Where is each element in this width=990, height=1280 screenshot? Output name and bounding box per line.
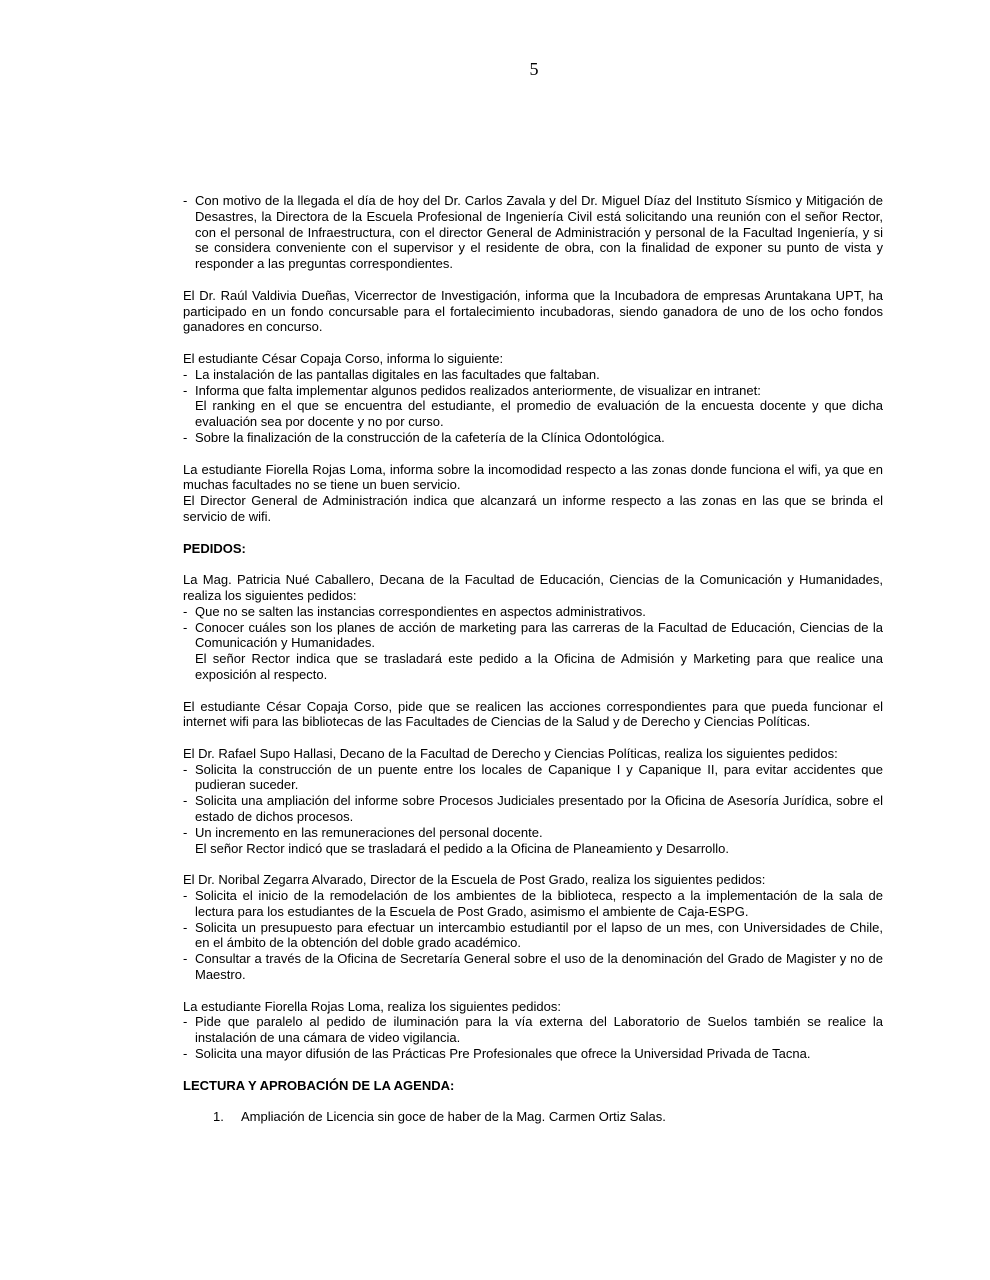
paragraph: La Mag. Patricia Nué Caballero, Decana de la Facultad de Educación, Ciencias de la Comunicación y Humanidades, realiza los siguientes pedidos: [183, 572, 883, 603]
list-item [183, 951, 883, 983]
agenda-item-text: Ampliación de Licencia sin goce de haber de la Mag. Carmen Ortiz Salas. [241, 1109, 666, 1125]
agenda-item-number: 1. [213, 1109, 224, 1125]
document-body [183, 193, 883, 1125]
list-item [183, 193, 883, 272]
paragraph: El Dr. Rafael Supo Hallasi, Decano de la Facultad de Derecho y Ciencias Políticas, realiza los siguientes pedidos: [183, 745, 838, 761]
bullet-text: Solicita una mayor difusión de las Prácticas Pre Profesionales que ofrece la Universidad Privada de Tacna. [195, 1046, 811, 1062]
bullet-text: Solicita la construcción de un puente entre los locales de Capanique I y Capanique II, para evitar accidentes que pudieran suceder. [195, 761, 883, 793]
paragraph: La estudiante Fiorella Rojas Loma, realiza los siguientes pedidos: [183, 998, 561, 1014]
bullet-continuation: El ranking en el que se encuentra del estudiante, el promedio de evaluación de la encuesta docente y que dicha evaluación sea por docente y no por curso. [195, 398, 883, 430]
list-item [183, 762, 883, 794]
bullet-dash: - [183, 429, 188, 445]
bullet-text: Pide que paralelo al pedido de iluminación para la vía externa del Laboratorio de Suelos también se realice la instalación de una cámara de video vigilancia. [195, 1014, 883, 1046]
bullet-dash: - [183, 619, 188, 635]
bullet-text: Sobre la finalización de la construcción de la cafetería de la Clínica Odontológica. [195, 429, 665, 445]
bullet-text: Con motivo de la llegada el día de hoy del Dr. Carlos Zavala y del Dr. Miguel Díaz del Instituto Sísmico y Mitigación de Desastres, la Directora de la Escuela Profesional de Ingeniería Civil está solicitando una reunión con el señor Rector, con el personal de Infraestructura, con el director General de Administración y personal de la Facultad Ingeniería, y si se considera conveniente con el supervisor y el residente de obra, con la finalidad de exponer su punto de vista y responder a las preguntas correspondientes. [195, 193, 883, 272]
list-item [183, 1014, 883, 1046]
bullet-dash: - [183, 824, 188, 840]
bullet-text: Un incremento en las remuneraciones del personal docente. [195, 824, 543, 840]
paragraph: El Dr. Raúl Valdivia Dueñas, Vicerrector de Investigación, informa que la Incubadora de empresas Aruntakana UPT, ha participado en un fondo concursable para el fortalecimiento incubadoras, siendo ganadora de uno de los ocho fondos ganadores en concurso. [183, 287, 883, 335]
bullet-text: Conocer cuáles son los planes de acción de marketing para las carreras de la Facultad de Educación, Ciencias de la Comunicación y Humanidades. [195, 619, 883, 651]
list-item [183, 620, 883, 652]
bullet-dash: - [183, 603, 188, 619]
agenda-item [183, 1109, 883, 1125]
list-item [183, 920, 883, 952]
section-heading: PEDIDOS: [183, 540, 246, 556]
bullet-dash: - [183, 761, 188, 777]
bullet-text: Solicita un presupuesto para efectuar un intercambio estudiantil por el lapso de un mes, con Universidades de Chile, en el ámbito de la obtención del doble grado académico. [195, 919, 883, 951]
bullet-dash: - [183, 1046, 188, 1062]
section-heading: LECTURA Y APROBACIÓN DE LA AGENDA: [183, 1077, 455, 1093]
list-item [183, 888, 883, 920]
bullet-text: Solicita una ampliación del informe sobre Procesos Judiciales presentado por la Oficina de Asesoría Jurídica, sobre el estado de dichos procesos. [195, 793, 883, 825]
list-item [183, 793, 883, 825]
bullet-dash: - [183, 193, 188, 208]
list-item [183, 604, 883, 620]
bullet-text: La instalación de las pantallas digitales en las facultades que faltaban. [195, 366, 600, 382]
bullet-dash: - [183, 888, 188, 904]
bullet-text: Consultar a través de la Oficina de Secretaría General sobre el uso de la denominación del Grado de Magister y no de Maestro. [195, 951, 883, 983]
bullet-dash: - [183, 919, 188, 935]
bullet-continuation: El señor Rector indica que se trasladará este pedido a la Oficina de Admisión y Marketing para que realice una exposición al respecto. [195, 651, 883, 682]
bullet-continuation: El señor Rector indicó que se trasladará el pedido a la Oficina de Planeamiento y Desarrollo. [195, 840, 730, 856]
paragraph: El Dr. Noribal Zegarra Alvarado, Director de la Escuela de Post Grado, realiza los siguientes pedidos: [183, 872, 766, 888]
paragraph: El Director General de Administración indica que alcanzará un informe respecto a las zonas en las que se brinda el servicio de wifi. [183, 493, 883, 524]
paragraph: El estudiante César Copaja Corso, pide que se realicen las acciones correspondientes para que pueda funcionar el internet wifi para las bibliotecas de las Facultades de Ciencias de la Salud y de Derecho y Ciencias Políticas. [183, 698, 883, 730]
bullet-dash: - [183, 366, 188, 382]
bullet-text: Solicita el inicio de la remodelación de los ambientes de la biblioteca, respecto a la implementación de la sala de lectura para los estudiantes de la Escuela de Post Grado, asimismo el ambiente de Caja-ESPG. [195, 888, 883, 919]
list-item [183, 430, 883, 446]
bullet-dash: - [183, 1014, 188, 1030]
list-item [183, 383, 883, 399]
bullet-text: Informa que falta implementar algunos pedidos realizados anteriormente, de visualizar en intranet: [195, 382, 761, 398]
list-item [183, 367, 883, 383]
paragraph: La estudiante Fiorella Rojas Loma, informa sobre la incomodidad respecto a las zonas donde funciona el wifi, ya que en muchas facultades no se tiene un buen servicio. [183, 461, 883, 493]
bullet-dash: - [183, 382, 188, 398]
list-item [183, 825, 883, 841]
bullet-text: Que no se salten las instancias correspondientes en aspectos administrativos. [195, 603, 646, 619]
page-number: 5 [529, 59, 539, 79]
bullet-dash: - [183, 951, 188, 967]
list-item [183, 1046, 883, 1062]
bullet-dash: - [183, 793, 188, 809]
paragraph: El estudiante César Copaja Corso, informa lo siguiente: [183, 350, 504, 366]
